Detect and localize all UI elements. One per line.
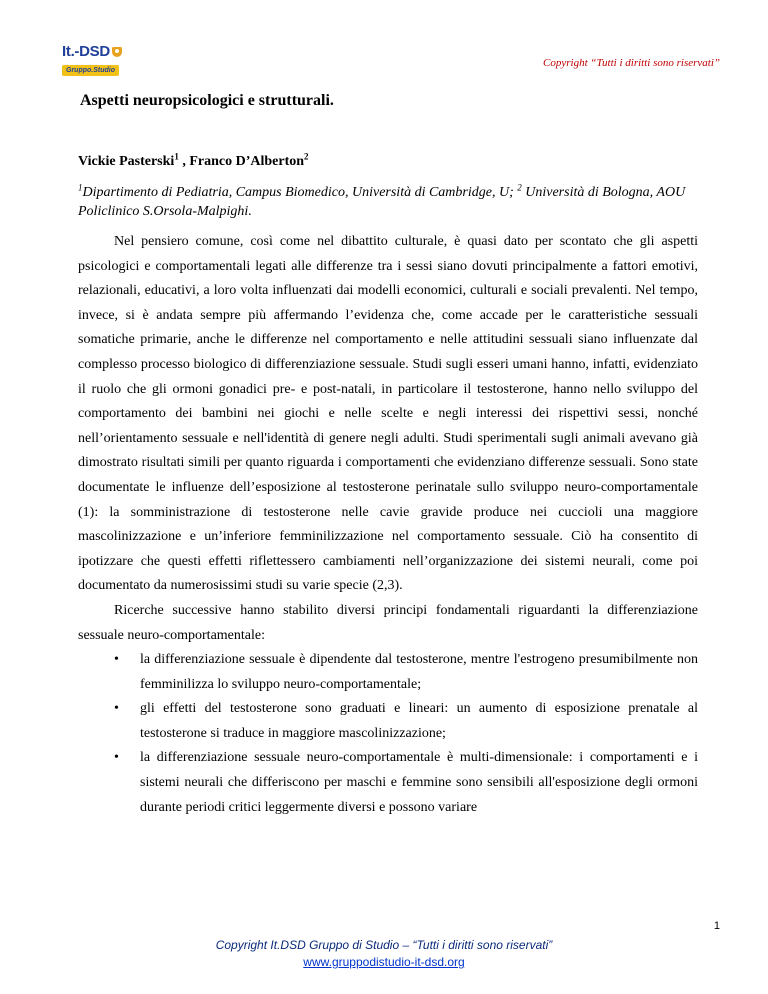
paragraph-2: Ricerche successive hanno stabilito diversi principi fondamentali riguardanti la differenziazione sessuale neuro-comportamentale: (78, 602, 698, 643)
logo-emblem-icon (112, 47, 122, 57)
principles-list (78, 648, 698, 820)
author-2: Franco D’Alberton (189, 154, 305, 169)
footer (0, 937, 768, 971)
list-item: • gli effetti del testosterone sono graduati e lineari: un aumento di esposizione prenatale al testosterone si traduce in maggiore mascolinizzazione; (78, 697, 698, 746)
logo-subtitle: Gruppo.Studio (62, 65, 119, 76)
paragraph-1: Nel pensiero comune, così come nel dibattito culturale, è quasi dato per scontato che gli aspetti psicologici e comportamentali legati alle differenze tra i sessi siano dovuti principalmente a fattori emotivi, relazionali, educativi, a loro volta influenzati dai modelli economici, culturali e sociali prevalenti. Nel tempo, invece, si è andata sempre più affermando l’evidenza che, come accade per le caratteristiche sessuali somatiche primarie, anche le differenze nel comportamento e nelle attitudini sessuali siano influenzate dal complesso processo biologico di differenziazione sessuale. Studi sugli esseri umani hanno, infatti, evidenziato il ruolo che gli ormoni gonadici pre- e post-natali, in particolare il testosterone, hanno nello sviluppo del comportamento dei bambini nei giochi e nelle scelte e negli interessi dei rispettivi sessi, nonché nell’orientamento sessuale e nell'identità di genere negli adulti. Studi sperimentali sugli animali avevano già dimostrato risultati simili per quanto riguarda i comportamenti che evidenziano differenze sessuali. Sono state documentate le influenze dell’esposizione al testosterone perinatale sullo sviluppo neuro-comportamentale (1): la somministrazione di testosterone nelle cavie gravide produce nei cuccioli una maggiore mascolinizzazione e un’inferiore femminilizzazione nel comportamento sessuale. Ciò ha consentito di ipotizzare che questi effetti riflettessero cambiamenti nell’organizzazione dei sistemi neurali, come poi documentato da numerosissimi studi su varie specie (2,3). (78, 234, 698, 594)
page-number: 1 (713, 920, 720, 932)
website-link[interactable]: www.gruppodistudio-it-dsd.org (303, 955, 465, 969)
list-item: • la differenziazione sessuale neuro-comportamentale è multi-dimensionale: i comportamenti e i sistemi neurali che differiscono per maschi e femmine sono sensibili all'esposizione degli ormoni durante periodi critici leggermente diversi e possono variare (78, 746, 698, 820)
authors (78, 151, 309, 170)
document-title: Aspetti neuropsicologici e strutturali. (80, 92, 334, 109)
author-1: Vickie Pasterski (78, 154, 175, 169)
affiliation-2: Università di Bologna, AOU Policlinico S.Orsola-Malpighi. (78, 185, 686, 219)
logo (62, 44, 136, 74)
affiliation-1: Dipartimento di Pediatria, Campus Biomedico, Università di Cambridge, U; (82, 185, 518, 200)
affiliation-2-mark: 2 (517, 182, 522, 193)
body-text (78, 230, 698, 820)
header-copyright: Copyright “Tutti i diritti sono riservati” (543, 57, 720, 69)
author-1-affiliation: 1 (174, 151, 179, 162)
author-separator: , (178, 154, 190, 169)
author-2-affiliation: 2 (304, 151, 309, 162)
affiliation-1-mark: 1 (78, 182, 83, 193)
list-item: • la differenziazione sessuale è dipendente dal testosterone, mentre l'estrogeno presumibilmente non femminilizza lo sviluppo neuro-comportamentale; (78, 648, 698, 697)
affiliations (78, 183, 698, 221)
footer-copyright: Copyright It.DSD Gruppo di Studio – “Tutti i diritti sono riservati” (215, 938, 553, 952)
logo-text: It.-DSD (62, 43, 110, 60)
